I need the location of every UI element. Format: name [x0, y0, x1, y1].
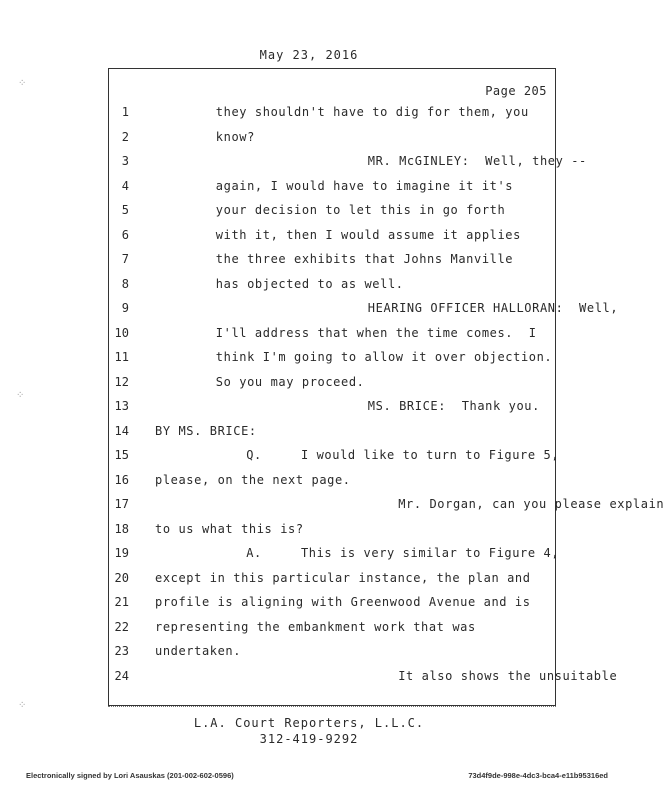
line-number: 6: [121, 227, 129, 242]
transcript-line: [109, 399, 557, 419]
line-number: 23: [114, 644, 129, 658]
hole-punch-mark-top: ⁘: [18, 78, 27, 89]
line-text: Q. I would like to turn to Figure 5,: [246, 448, 560, 462]
line-text: your decision to let this in go forth: [215, 203, 506, 217]
line-text: I'll address that when the time comes. I: [215, 325, 537, 340]
line-text: It also shows the unsuitable: [398, 668, 618, 683]
transcript-date: May 23, 2016: [259, 48, 359, 62]
transcript-line: [109, 301, 619, 321]
line-number: 18: [114, 521, 129, 536]
line-number: 4: [121, 178, 129, 193]
page-number-label: Page 205: [485, 84, 547, 98]
transcript-line: [109, 105, 557, 125]
line-number: 24: [114, 668, 129, 683]
transcript-line: [109, 644, 557, 664]
transcript-line: [109, 595, 557, 615]
transcript-line: [109, 620, 557, 640]
transcript-line: [109, 522, 557, 542]
transcript-line: [109, 154, 587, 174]
line-text: So you may proceed.: [215, 374, 365, 389]
line-number: 16: [114, 472, 129, 487]
court-reporter-firm: L.A. Court Reporters, L.L.C.: [193, 716, 425, 730]
line-text: MR. McGINLEY: Well, they --: [367, 154, 587, 168]
line-number: 9: [121, 301, 129, 315]
frame-bottom-rule: [108, 706, 556, 709]
transcript-line: [109, 375, 557, 395]
electronic-signature-note: Electronically signed by Lori Asauskas (201-002-602-0596): [26, 771, 234, 780]
transcript-page-frame: [108, 68, 664, 706]
line-text: with it, then I would assume it applies: [215, 227, 521, 242]
line-text: to us what this is?: [155, 521, 304, 536]
transcript-line: [109, 203, 557, 223]
line-number: 15: [114, 448, 129, 462]
transcript-line: [109, 448, 560, 468]
transcript-line: [109, 130, 557, 150]
line-number: 10: [114, 325, 129, 340]
line-text: think I'm going to allow it over objection.: [215, 350, 553, 364]
line-text: profile is aligning with Greenwood Avenue and is: [155, 595, 531, 609]
line-text: undertaken.: [155, 644, 242, 658]
line-number: 3: [121, 154, 129, 168]
line-text: A. This is very similar to Figure 4,: [246, 546, 560, 560]
line-number: 11: [114, 350, 129, 364]
line-text: except in this particular instance, the plan and: [155, 570, 531, 585]
line-text: MS. BRICE: Thank you.: [367, 399, 540, 413]
line-number: 8: [121, 276, 129, 291]
line-text: they shouldn't have to dig for them, you: [215, 105, 529, 119]
line-number: 14: [114, 423, 129, 438]
transcript-line: [109, 546, 560, 566]
transcript-line: [109, 571, 557, 591]
line-number: 12: [114, 374, 129, 389]
line-number: 2: [121, 129, 129, 144]
line-text: BY MS. BRICE:: [155, 423, 257, 438]
transcript-line: [109, 668, 618, 689]
document-id: 73d4f9de-998e-4dc3-bca4-e11b95316ed: [468, 771, 608, 780]
line-text: again, I would have to imagine it it's: [215, 178, 514, 193]
transcript-line: [109, 277, 557, 297]
line-text: has objected to as well.: [215, 276, 404, 291]
court-reporter-phone: 312-419-9292: [259, 732, 359, 746]
line-number: 7: [121, 252, 129, 266]
line-number: 17: [114, 497, 129, 511]
line-number: 1: [121, 105, 129, 119]
line-text: HEARING OFFICER HALLORAN: Well,: [367, 301, 619, 315]
transcript-line: [109, 350, 557, 370]
line-text: please, on the next page.: [155, 472, 351, 487]
line-number: 22: [114, 619, 129, 634]
transcript-line: [109, 497, 664, 517]
line-text: Mr. Dorgan, can you please explain: [398, 497, 664, 511]
hole-punch-mark-middle: ⁘: [16, 390, 25, 401]
transcript-line: [109, 179, 557, 199]
line-number: 20: [114, 570, 129, 585]
transcript-line: [109, 228, 557, 248]
line-number: 21: [114, 595, 129, 609]
transcript-line: [109, 424, 557, 444]
line-text: the three exhibits that Johns Manville: [215, 252, 514, 266]
transcript-line: [109, 326, 557, 346]
line-text: know?: [215, 129, 255, 144]
line-text: representing the embankment work that was: [155, 619, 476, 634]
line-number: 19: [114, 546, 129, 560]
line-number: 13: [114, 399, 129, 413]
transcript-line: [109, 252, 557, 272]
line-number: 5: [121, 203, 129, 217]
hole-punch-mark-bottom: ⁘: [18, 700, 27, 711]
transcript-line: [109, 473, 557, 493]
